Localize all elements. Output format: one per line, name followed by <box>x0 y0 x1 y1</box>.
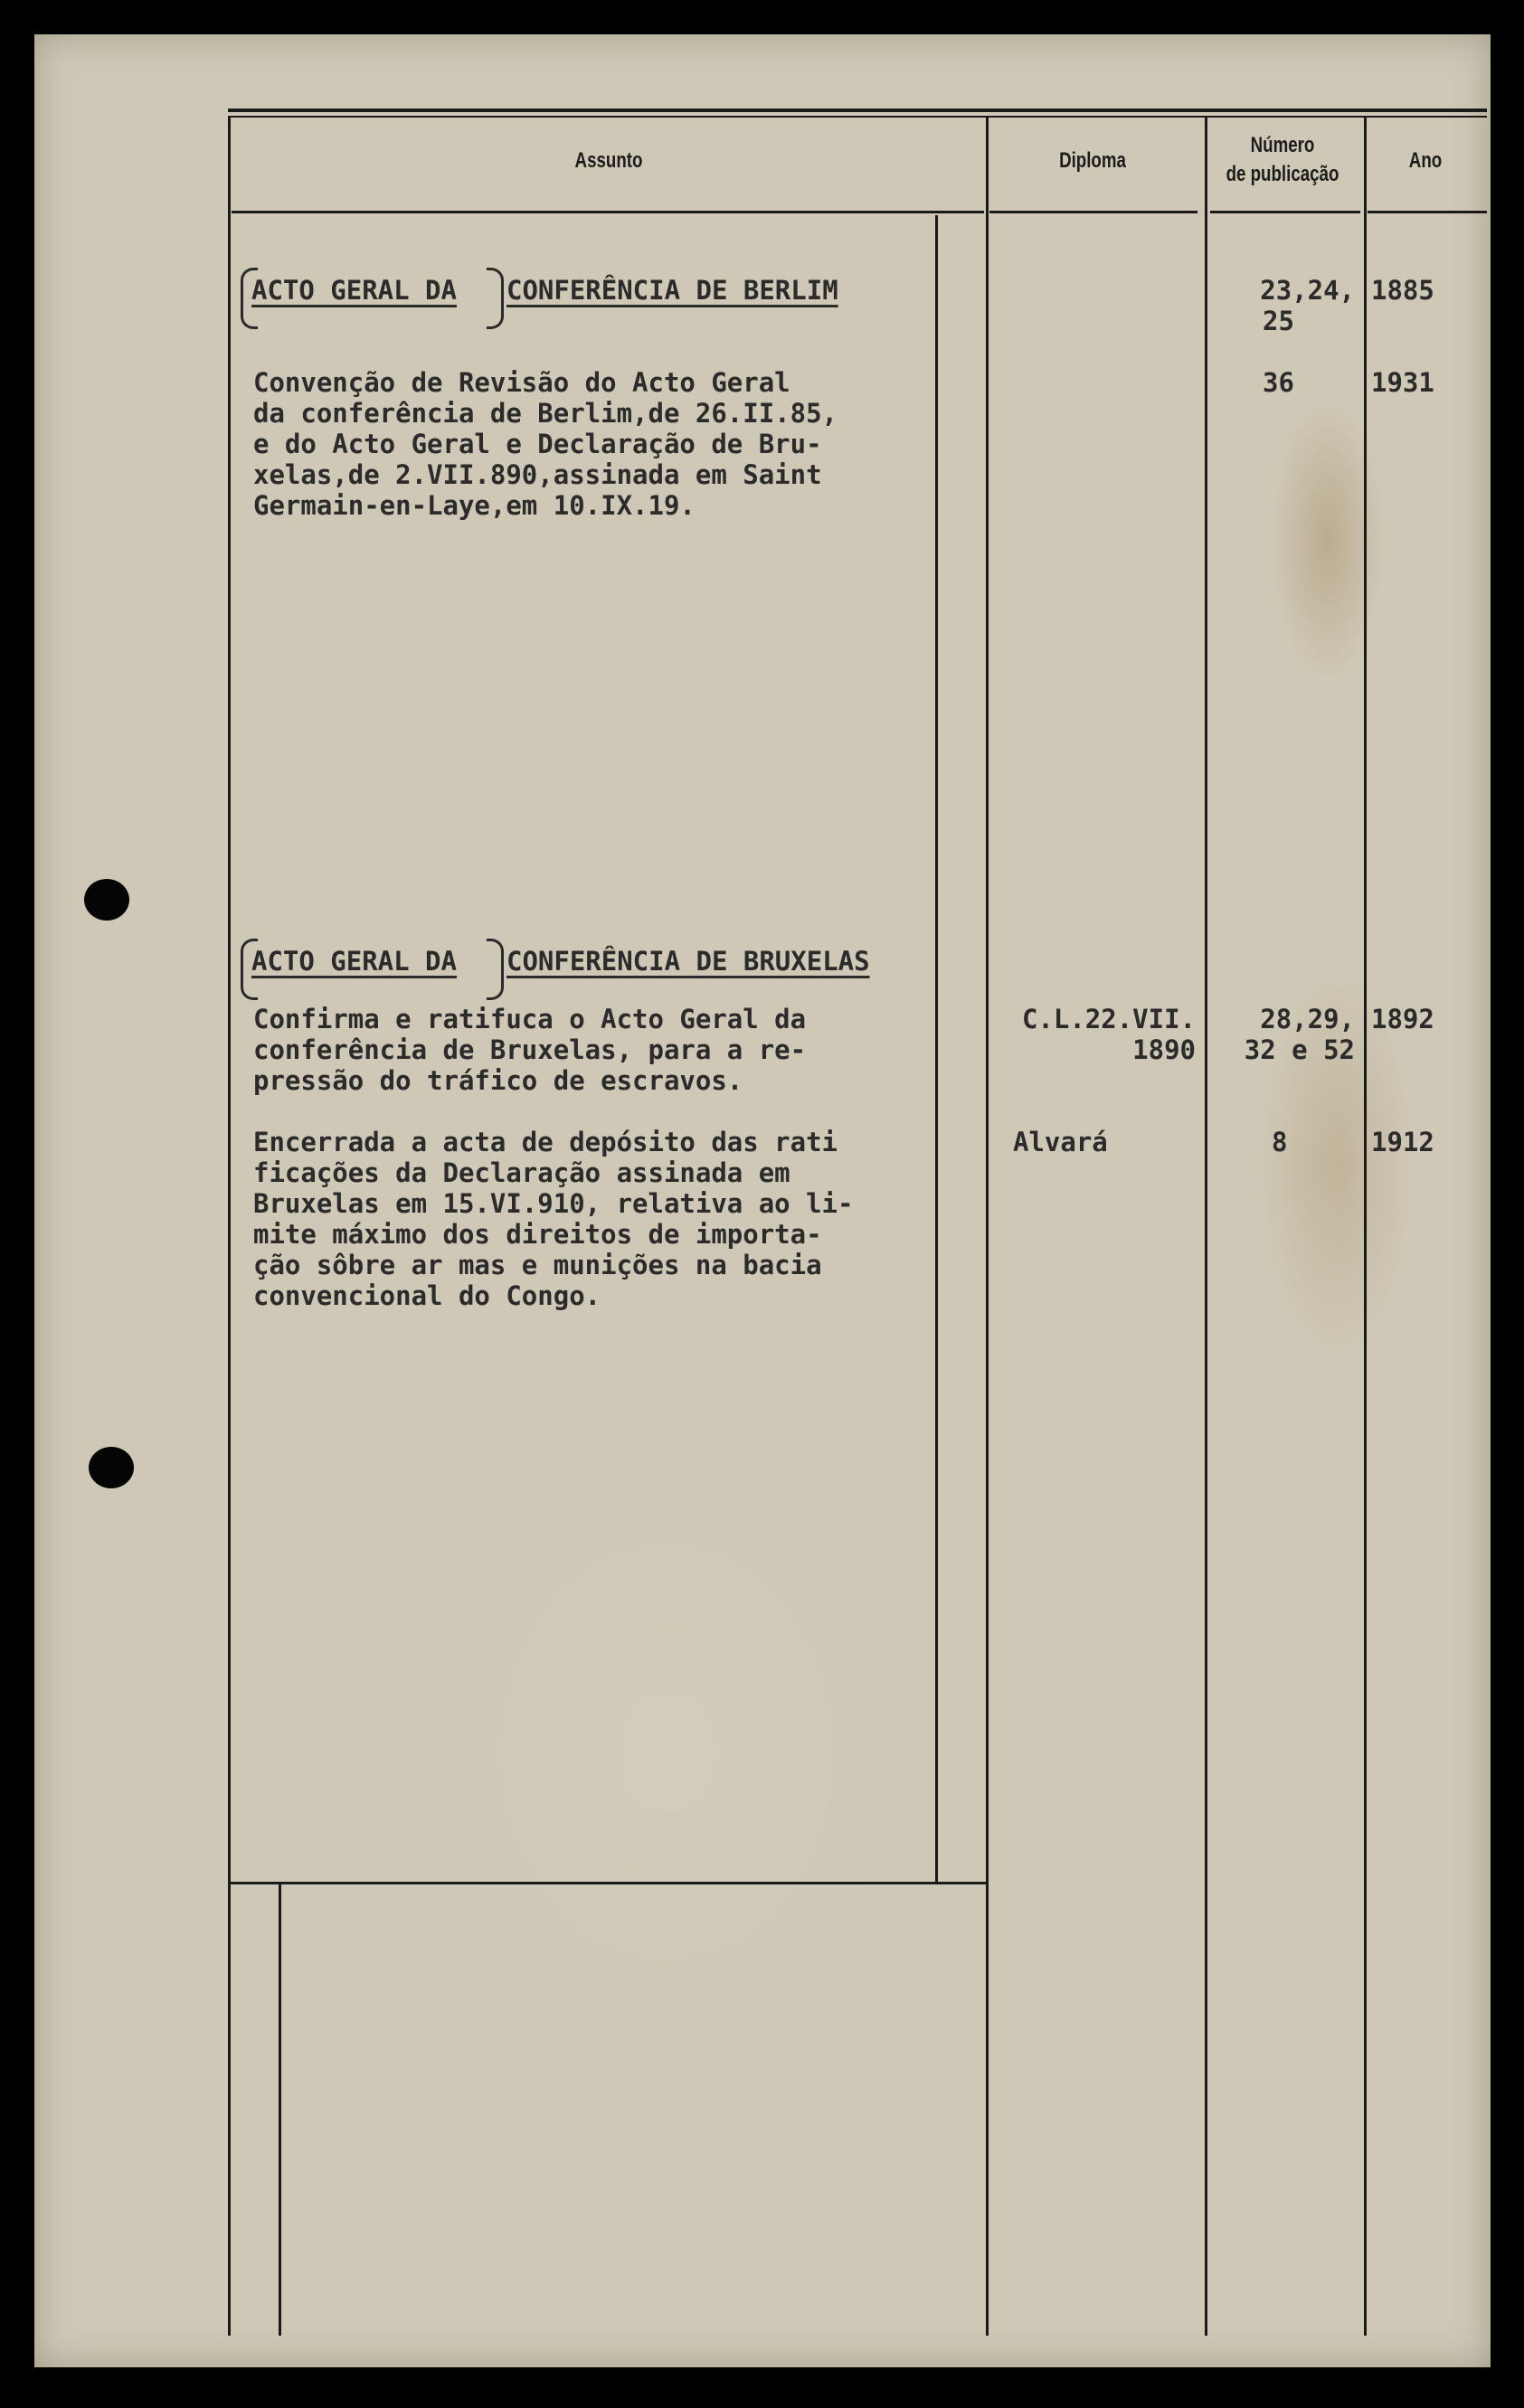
assunto-text-line: ficações da Declaração assinada em <box>253 1157 790 1188</box>
column-rule-diploma-left <box>986 116 989 2336</box>
column-rule-assunto-inner <box>935 215 938 1884</box>
assunto-text-line: Encerrada a acta de depósito das rati <box>253 1127 838 1157</box>
column-rule-ano-left <box>1364 116 1367 2336</box>
assunto-text-line: da conferência de Berlim,de 26.II.85, <box>253 398 838 429</box>
punch-hole-top <box>84 879 129 921</box>
header-assunto: Assunto <box>574 148 643 173</box>
numero-value: 8 <box>1272 1127 1288 1157</box>
document-page <box>34 34 1491 2367</box>
header-bottom-rule-numero <box>1210 211 1360 213</box>
section-heading-prefix: ACTO GERAL DA <box>251 946 457 977</box>
header-diploma: Diploma <box>1059 148 1126 173</box>
column-rule-left <box>228 116 231 2336</box>
diploma-value: C.L.22.VII. <box>1021 1004 1196 1034</box>
ano-value: 1885 <box>1371 275 1434 306</box>
assunto-text-line: Germain-en-Laye,em 10.IX.19. <box>253 490 696 521</box>
assunto-text-line: xelas,de 2.VII.890,assinada em Saint <box>253 459 822 490</box>
numero-value: 36 <box>1263 367 1294 398</box>
column-rule-numero-left <box>1205 116 1207 2336</box>
assunto-footer-rule <box>228 1882 986 1884</box>
header-bottom-rule-ano <box>1368 211 1487 213</box>
numero-value: 28,29, <box>1260 1004 1355 1034</box>
table-top-rule-inner <box>228 116 1487 118</box>
table-top-rule <box>228 109 1487 112</box>
header-numero-line2: de publicação <box>1226 162 1339 186</box>
diploma-value-cont: 1890 <box>1132 1034 1196 1065</box>
section-heading-prefix: ACTO GERAL DA <box>251 275 457 306</box>
assunto-footer-inner-rule <box>279 1884 281 2336</box>
heading-bracket-right <box>487 939 504 1000</box>
section-heading-title: CONFERÊNCIA DE BERLIM <box>506 275 838 306</box>
header-ano: Ano <box>1408 148 1443 173</box>
numero-value: 23,24, <box>1260 275 1355 306</box>
section-heading-title: CONFERÊNCIA DE BRUXELAS <box>506 946 870 977</box>
assunto-text-line: pressão do tráfico de escravos. <box>253 1065 743 1096</box>
ano-value: 1931 <box>1371 367 1434 398</box>
numero-value-cont: 32 e 52 <box>1244 1034 1355 1065</box>
numero-value-cont: 25 <box>1263 306 1294 336</box>
assunto-text-line: Bruxelas em 15.VI.910, relativa ao li- <box>253 1188 854 1219</box>
assunto-text-line: ção sôbre ar mas e munições na bacia <box>253 1250 822 1280</box>
punch-hole-bottom <box>89 1447 134 1488</box>
assunto-text-line: Confirma e ratifuca o Acto Geral da <box>253 1004 807 1034</box>
header-bottom-rule-diploma <box>989 211 1197 213</box>
ano-value: 1912 <box>1371 1127 1434 1157</box>
heading-bracket-right <box>487 268 504 329</box>
assunto-text-line: conferência de Bruxelas, para a re- <box>253 1034 807 1065</box>
assunto-text-line: e do Acto Geral e Declaração de Bru- <box>253 429 822 459</box>
assunto-text-line: convencional do Congo. <box>253 1280 601 1311</box>
header-numero-line1: Número <box>1250 133 1315 157</box>
ano-value: 1892 <box>1371 1004 1434 1034</box>
assunto-text-line: mite máximo dos direitos de importa- <box>253 1219 822 1250</box>
diploma-value: Alvará <box>1013 1127 1108 1157</box>
header-bottom-rule-assunto <box>232 211 984 213</box>
assunto-text-line: Convenção de Revisão do Acto Geral <box>253 367 790 398</box>
